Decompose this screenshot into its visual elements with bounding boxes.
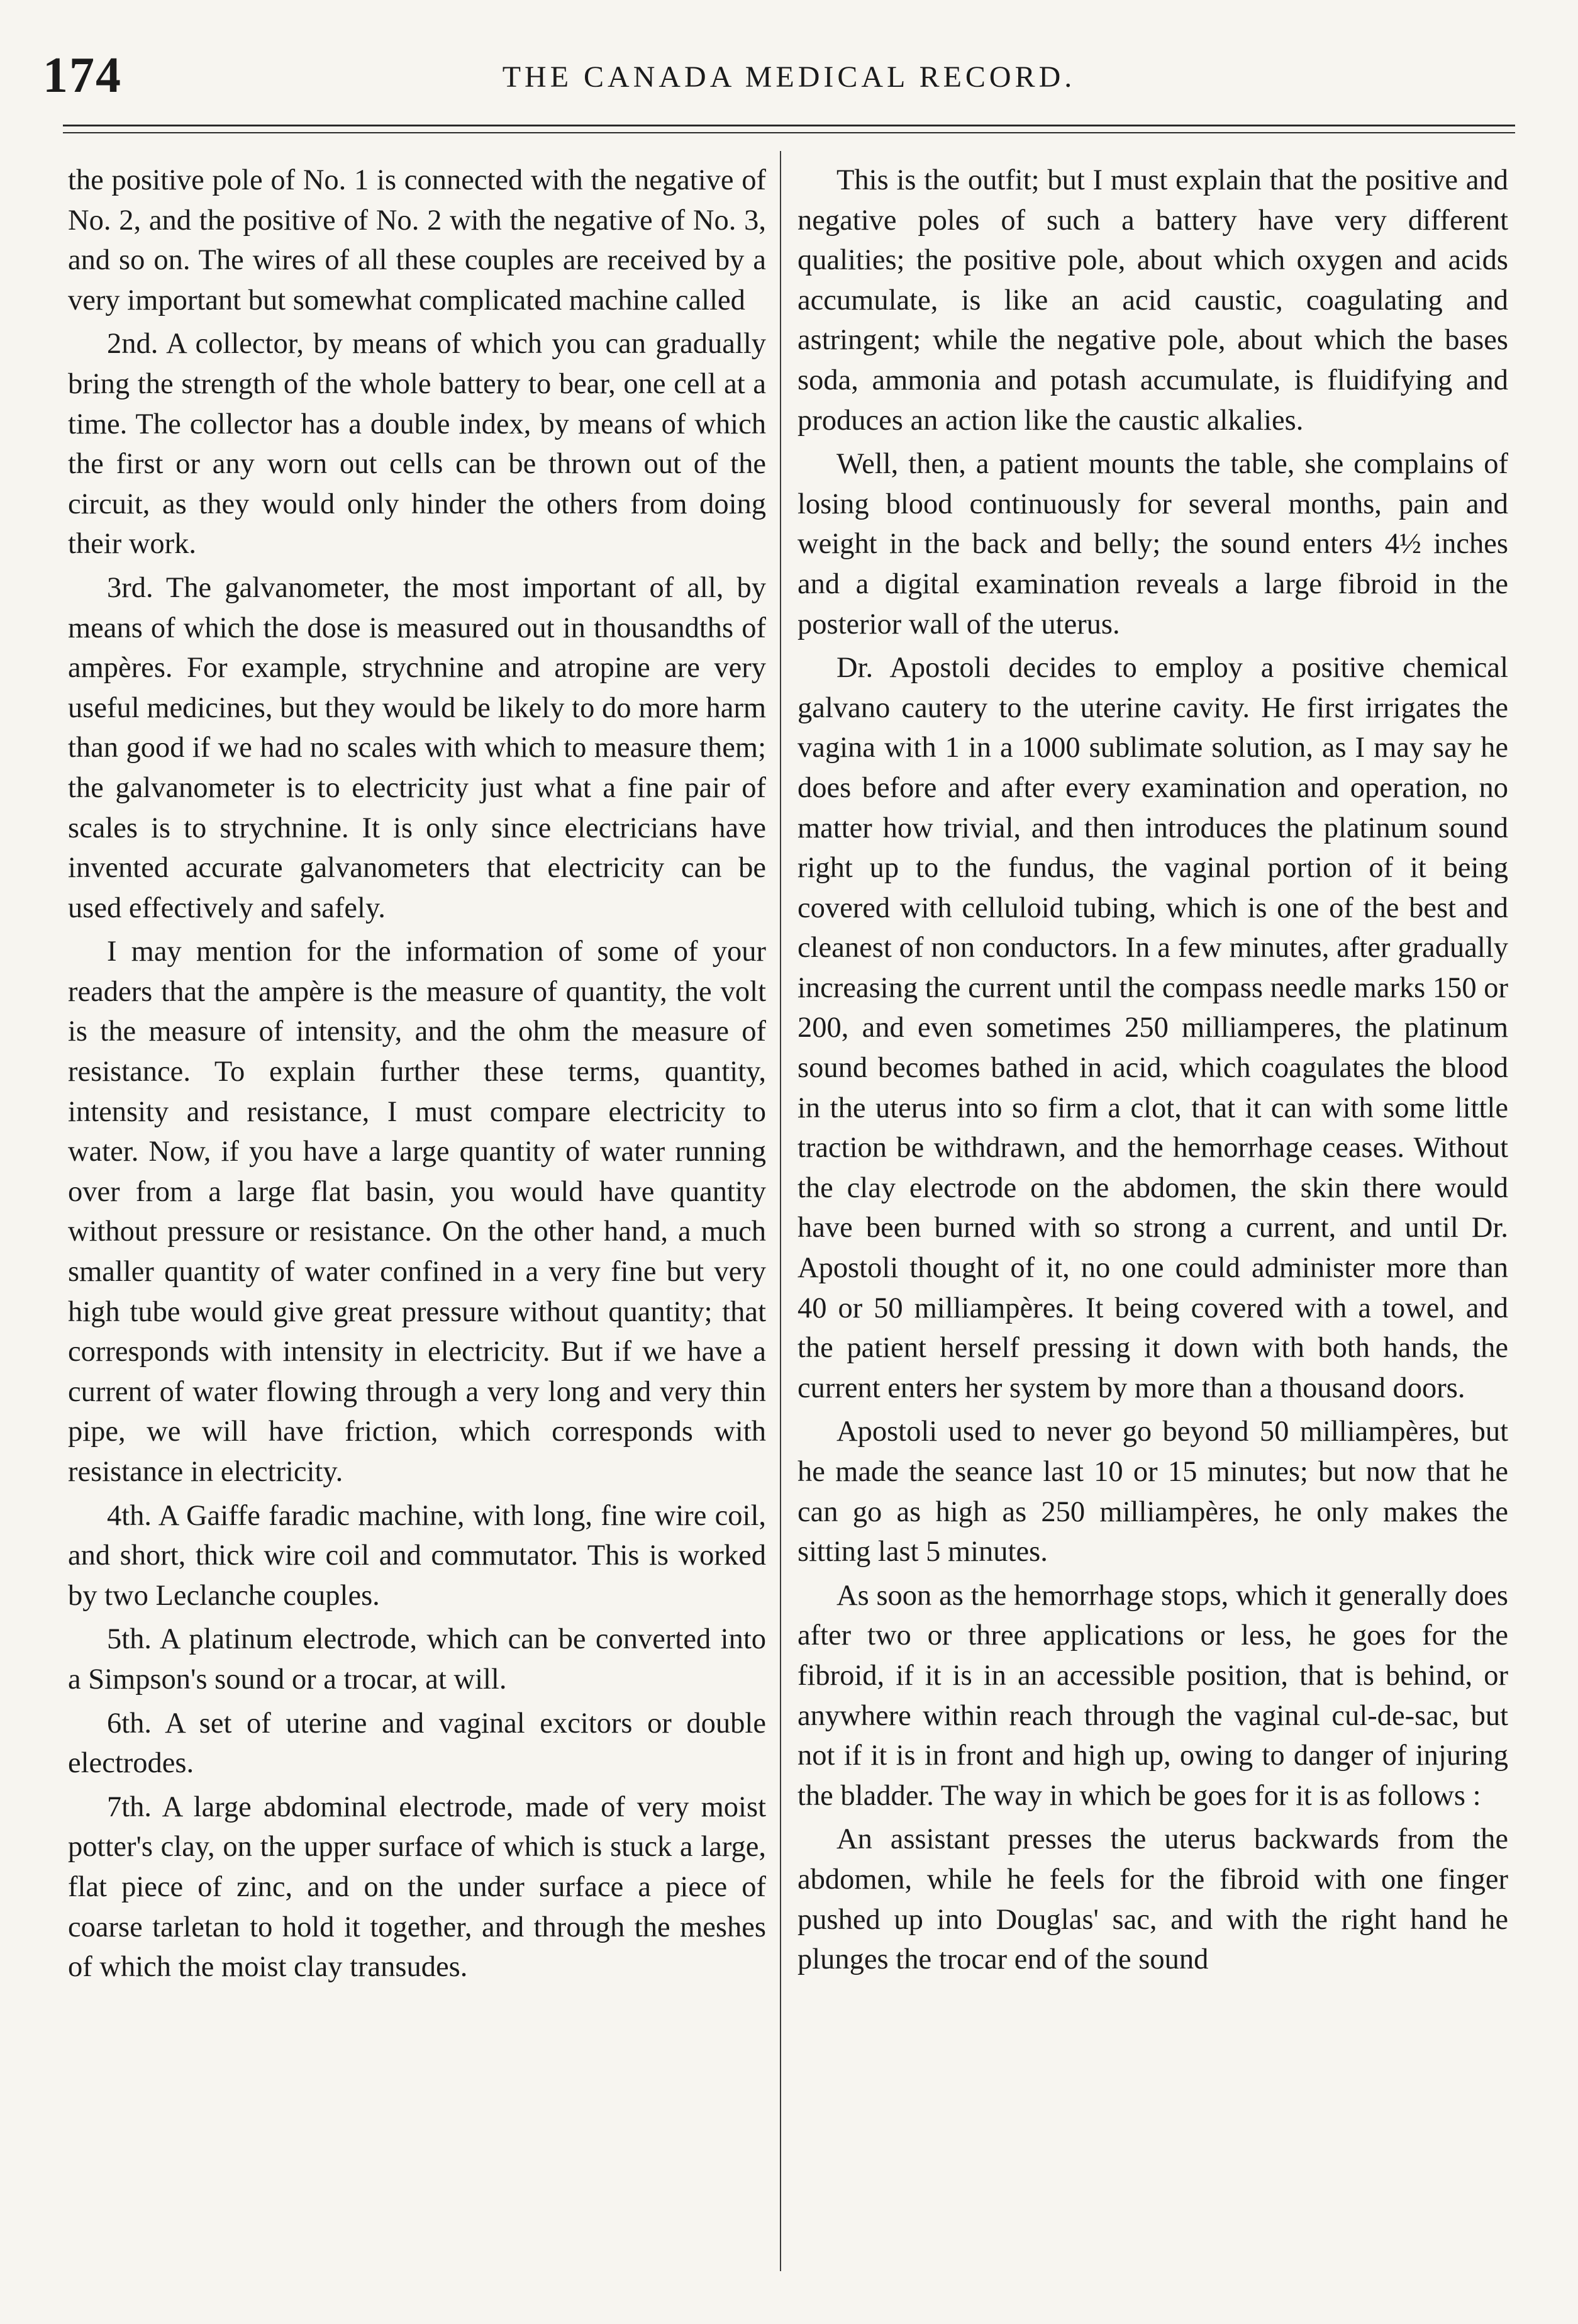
paragraph: As soon as the hemorrhage stops, which it generally does after two or three applications or less, he goes for the fibroid, if it is in an accessible position, that is behind, or anywhere within reach through the vaginal cul-de-sac, but not if it is in front and high up, owing to danger of injuring the bladder. The way in which be goes for it is as follows :: [797, 1579, 1508, 1812]
paragraph: This is the outfit; but I must explain that the positive and negative poles of such a battery have very different qualities; the positive pole, about which oxygen and acids accumulate, is like an acid caustic, coagulating and astringent; while the negative pole, about which the bases soda, ammonia and potash accumulate, is fluidifying and produces an action like the caustic alkalies.: [797, 164, 1508, 437]
paragraph: 2nd. A collector, by means of which you can gradually bring the strength of the whole battery to bear, one cell at a time. The collector has a double index, by means of which the first or any worn out cells can be thrown out of the circuit, as they would only hinder the others from doing their work.: [68, 328, 766, 561]
page-header: [43, 44, 1535, 113]
left-column: [68, 160, 766, 1991]
paragraph: 7th. A large abdominal electrode, made of very moist potter's clay, on the upper surface of which is stuck a large, flat piece of zinc, and on the under surface a piece of coarse tarletan to hold it together, and through the meshes of which the moist clay transudes.: [68, 1790, 766, 1984]
right-column: [797, 160, 1508, 1984]
header-rule-secondary: [63, 132, 1515, 133]
paragraph: 6th. A set of uterine and vaginal excitors or double electrodes.: [68, 1707, 766, 1780]
paragraph: An assistant presses the uterus backwards from the abdomen, while he feels for the fibroid with one finger pushed up into Douglas' sac, and with the right hand he plunges the trocar end of the sound: [797, 1823, 1508, 1976]
paragraph: Apostoli used to never go beyond 50 milliampères, but he made the seance last 10 or 15 minutes; but now that he can go as high as 250 milliampères, he only makes the sitting last 5 minutes.: [797, 1416, 1508, 1568]
paragraph: Dr. Apostoli decides to employ a positive chemical galvano cautery to the uterine cavity. He first irrigates the vagina with 1 in a 1000 sublimate solution, as I may say he does before and after every examination and operation, no matter how trivial, and then introduces the platinum sound right up to the fundus, the vaginal portion of it being covered with celluloid tubing, which is one of the best and cleanest of non conductors. In a few minutes, after gradually increasing the current until the compass needle marks 150 or 200, and even sometimes 250 milliamperes, the platinum sound becomes bathed in acid, which coagulates the blood in the uterus into so firm a clot, that it can with some little traction be withdrawn, and the hemorrhage ceases. Without the clay electrode on the abdomen, the skin there would have been burned with so strong a current, and until Dr. Apostoli thought of it, no one could administer more than 40 or 50 milliampères. It being covered with a towel, and the patient herself pressing it down with both hands, the current enters her system by more than a thousand doors.: [797, 652, 1508, 1404]
column-divider: [780, 151, 781, 2271]
paragraph: the positive pole of No. 1 is connected with the negative of No. 2, and the positive of No. 2 with the negative of No. 3, and so on. The wires of all these couples are received by a very important but somewhat complicated machine called: [68, 164, 766, 316]
paragraph: I may mention for the information of some of your readers that the ampère is the measure of quantity, the volt is the measure of intensity, and the ohm the measure of resistance. To explain further these terms, quantity, intensity and resistance, I must compare electricity to water. Now, if you have a large quantity of water running over from a large flat basin, you would have quantity without pressure or resistance. On the other hand, a much smaller quantity of water confined in a very fine but very high tube would give great pressure without quantity; that corresponds with intensity in electricity. But if we have a current of water flowing through a very long and very thin pipe, we will have friction, which corresponds with resistance in electricity.: [68, 936, 766, 1488]
paragraph: 4th. A Gaiffe faradic machine, with long, fine wire coil, and short, thick wire coil and commutator. This is worked by two Leclanche couples.: [68, 1499, 766, 1612]
paragraph: Well, then, a patient mounts the table, she complains of losing blood continuously for several months, pain and weight in the back and belly; the sound enters 4½ inches and a digital examination reveals a large fibroid in the posterior wall of the uterus.: [797, 448, 1508, 640]
paragraph: 3rd. The galvanometer, the most important of all, by means of which the dose is measured out in thousandths of ampères. For example, strychnine and atropine are very useful medicines, but they would be likely to do more harm than good if we had no scales with which to measure them; the galvanometer is to electricity just what a fine pair of scales is to strychnine. It is only since electricians have invented accurate galvanometers that electricity can be used effectively and safely.: [68, 571, 766, 924]
page-number: 174: [43, 48, 122, 103]
paragraph: 5th. A platinum electrode, which can be converted into a Simpson's sound or a trocar, at will.: [68, 1623, 766, 1696]
journal-title: THE CANADA MEDICAL RECORD.: [502, 60, 1076, 94]
header-rule: [63, 125, 1515, 126]
